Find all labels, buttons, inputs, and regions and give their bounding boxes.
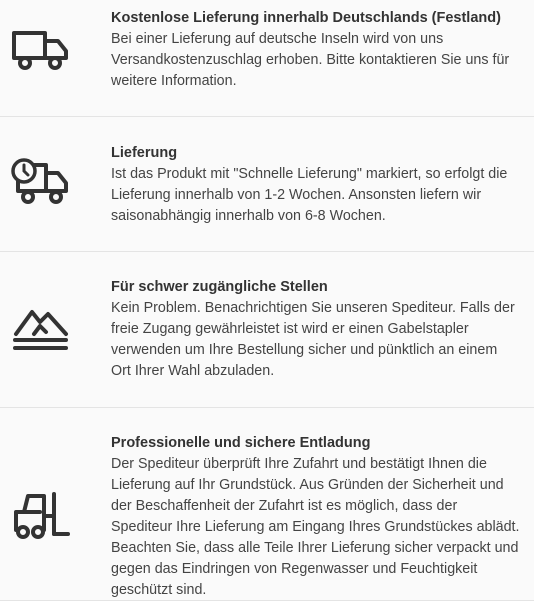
block-description: Ist das Produkt mit "Schnelle Lieferung" markiert, so erfolgt die Lieferung innerhalb von 1-2 Wochen. Ansonsten liefern wir saisonabhängig innerhalb von 6-8 Wochen.	[111, 166, 508, 224]
block-description: Bei einer Lieferung auf deutsche Inseln wird von uns Versandkostenzuschlag erhoben. Bitte kontaktieren Sie uns für weitere Information.	[111, 31, 510, 89]
block-title: Lieferung	[111, 145, 178, 161]
mountain-terrain-icon	[10, 304, 70, 354]
delivery-truck-icon	[10, 25, 70, 75]
block-title: Kostenlose Lieferung innerhalb Deutschlands (Festland)	[111, 10, 501, 26]
delivery-time-truck-icon	[10, 157, 70, 207]
block-title: Für schwer zugängliche Stellen	[111, 279, 328, 295]
info-block-professional-unloading	[0, 408, 534, 601]
block-description: Der Spediteur überprüft Ihre Zufahrt und bestätigt Ihnen die Lieferung auf Ihr Grundstück. Aus Gründen der Sicherheit und der Beschaffenheit der Zufahrt ist es möglich, dass der Spediteur Ihre Lieferung am Eingang Ihres Grundstückes ablädt. Beachten Sie, dass alle Teile Ihrer Lieferung sicher verpackt und gegen das Eindringen von Regenwasser und Feuchtigkeit geschützt sind.	[111, 456, 520, 598]
forklift-icon	[10, 490, 70, 540]
info-block-delivery	[0, 117, 534, 252]
block-description: Kein Problem. Benachrichtigen Sie unseren Spediteur. Falls der freie Zugang gewährleistet ist wird er einen Gabelstapler verwenden um Ihre Bestellung sicher und pünktlich an einem Ort Ihrer Wahl abzuladen.	[111, 300, 515, 379]
info-block-free-shipping	[0, 0, 534, 117]
block-title: Professionelle und sichere Entladung	[111, 435, 371, 451]
info-block-hard-to-reach	[0, 252, 534, 408]
